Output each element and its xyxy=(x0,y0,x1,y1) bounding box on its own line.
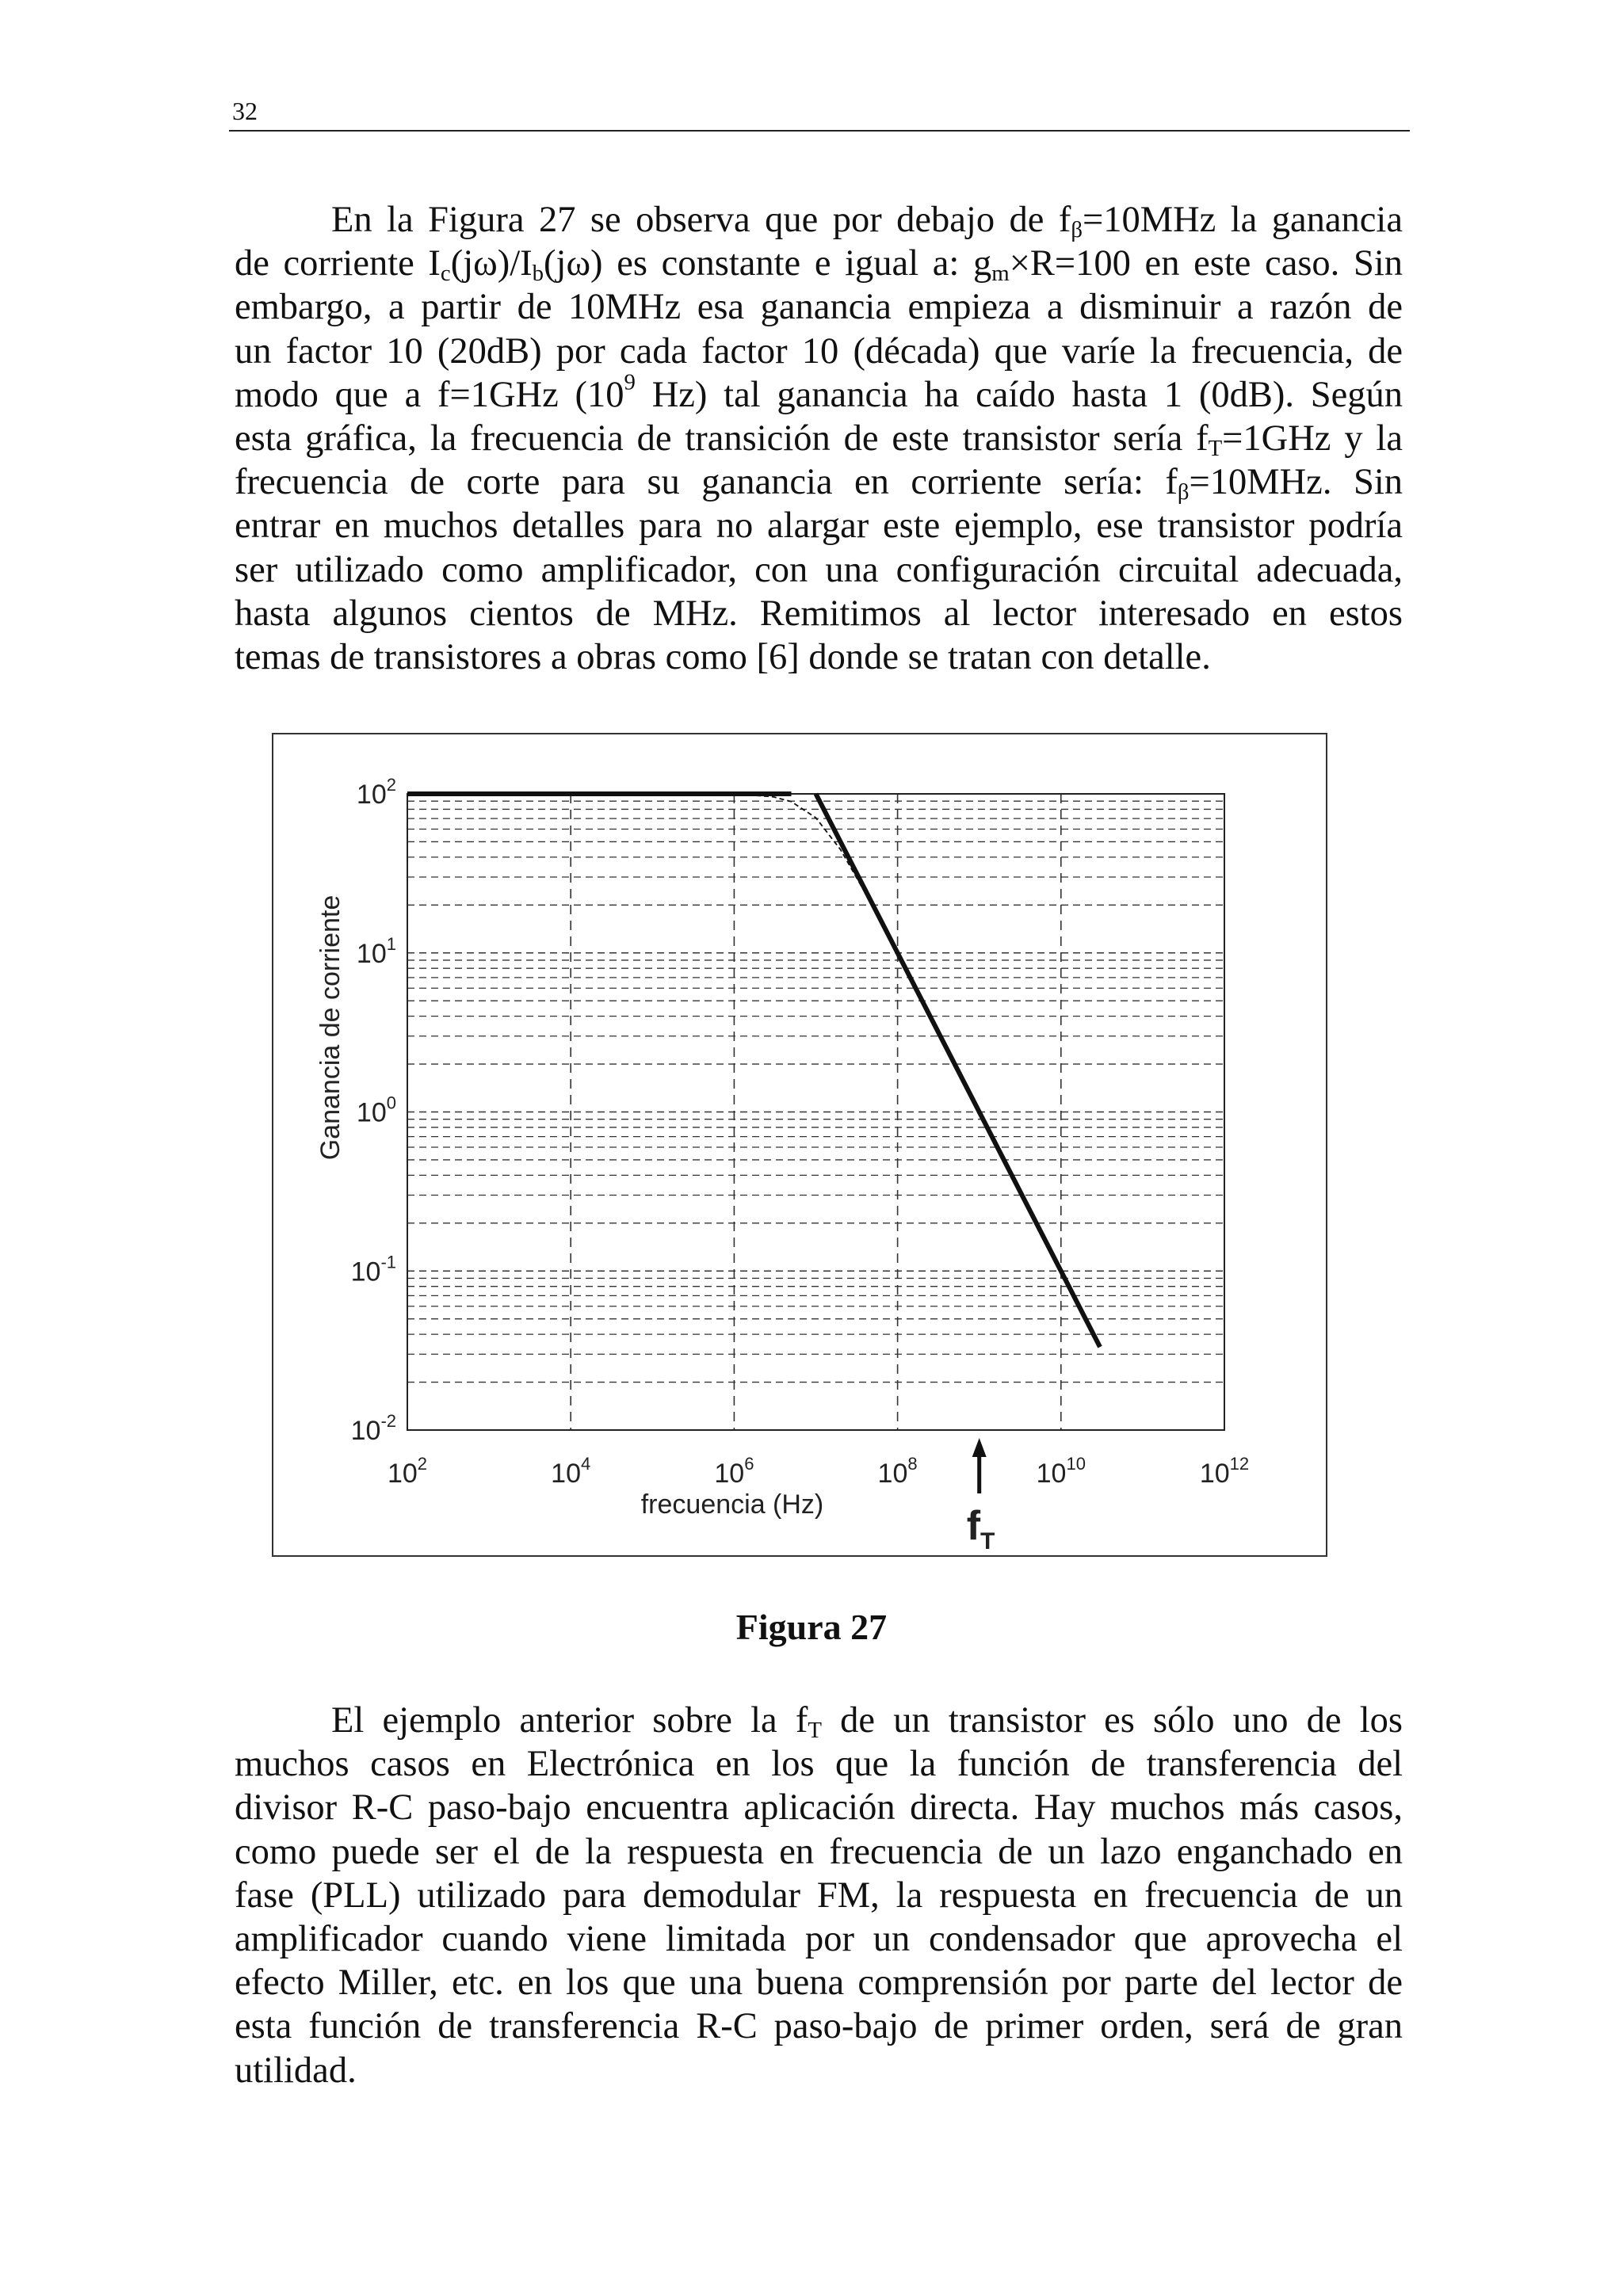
paragraph-1-line: de corriente $I_c(j\omega)/I_b(j\omega)$ es constante e igual a: $g_m\times R=100$ en este caso. Sin xyxy=(235,243,1403,287)
paragraph-1-line: un factor 10 (20dB) por cada factor 10 (década) que varíe la frecuencia, de xyxy=(235,330,1403,372)
paragraph-2-line: divisor R-C paso-bajo encuentra aplicación directa. Hay muchos más casos, xyxy=(235,1787,1403,1829)
x-tick-label: $10^{10}$ xyxy=(1036,1454,1086,1489)
paragraph-2-line: como puede ser el de la respuesta en frecuencia de un lazo enganchado en xyxy=(235,1831,1403,1872)
paragraph-1 xyxy=(235,198,1403,679)
x-tick-label: $10^6$ xyxy=(714,1454,754,1489)
paragraph-1-line: ser utilizado como amplificador, con una configuración circuital adecuada, xyxy=(235,549,1403,590)
y-tick-label: $10^2$ xyxy=(356,775,396,810)
x-tick-label: $10^8$ xyxy=(877,1454,918,1489)
y-axis-label: Ganancia de corriente xyxy=(315,894,346,1161)
paragraph-2-line: muchos casos en Electrónica en los que la función de transferencia del xyxy=(235,1744,1403,1785)
paragraph-1-line: esta gráfica, la frecuencia de transición de este transistor sería $f_T=1GHz$ y la xyxy=(235,418,1403,462)
paragraph-2 xyxy=(235,1699,1403,2092)
paragraph-1-line: entrar en muchos detalles para no alargar este ejemplo, ese transistor podría xyxy=(235,505,1403,547)
paragraph-1-line: embargo, a partir de 10MHz esa ganancia empieza a disminuir a razón de xyxy=(235,287,1403,328)
paragraph-2-line: efecto Miller, etc. en los que una buena comprensión por parte del lector de xyxy=(235,1962,1403,2004)
paragraph-1-line: frecuencia de corte para su ganancia en corriente sería: $f_\beta=10MHz$. Sin xyxy=(235,462,1403,505)
x-tick-label: $10^4$ xyxy=(551,1454,591,1489)
paragraph-2-line: amplificador cuando viene limitada por un condensador que aprovecha el xyxy=(235,1919,1403,1960)
x-tick-label: $10^{12}$ xyxy=(1199,1454,1250,1489)
y-tick-label: $10^1$ xyxy=(356,933,396,969)
y-tick-label: $10^0$ xyxy=(356,1093,396,1128)
page-number: 32 xyxy=(232,97,258,125)
header-rule xyxy=(229,130,1410,132)
figure-27-chart xyxy=(272,733,1327,1557)
paragraph-1-line: modo que a f=1GHz ($10^9$ Hz) tal ganancia ha caído hasta 1 (0dB). Según xyxy=(235,369,1403,415)
y-tick-label: $10^{-1}$ xyxy=(350,1252,396,1287)
paragraph-2-line: esta función de transferencia R-C paso-bajo de primer orden, será de gran xyxy=(235,2006,1403,2047)
paragraph-1-line: temas de transistores a obras como [6] donde se tratan con detalle. xyxy=(235,637,1211,678)
paragraph-1-line: hasta algunos cientos de MHz. Remitimos al lector interesado en estos xyxy=(235,593,1403,634)
y-tick-label: $10^{-2}$ xyxy=(350,1411,396,1446)
ft-label: $f_T$ xyxy=(966,1503,995,1554)
x-axis-label: frecuencia (Hz) xyxy=(640,1489,824,1520)
paragraph-2-line: utilidad. xyxy=(235,2050,357,2091)
chart-tick-labels xyxy=(351,775,1250,1489)
paragraph-2-line: fase (PLL) utilizado para demodular FM, la respuesta en frecuencia de un xyxy=(235,1875,1403,1916)
paragraph-1-line: En la Figura 27 se observa que por debajo de $f_\beta=10MHz$ la ganancia xyxy=(331,200,1403,243)
up-arrow-head xyxy=(972,1438,987,1457)
x-tick-label: $10^2$ xyxy=(387,1454,428,1489)
figure-caption: Figura 27 xyxy=(735,1607,888,1647)
ft-annotation xyxy=(967,1438,995,1554)
paragraph-2-line: El ejemplo anterior sobre la $f_T$ de un transistor es sólo uno de los xyxy=(331,1700,1403,1744)
chart-grid xyxy=(407,794,1224,1430)
